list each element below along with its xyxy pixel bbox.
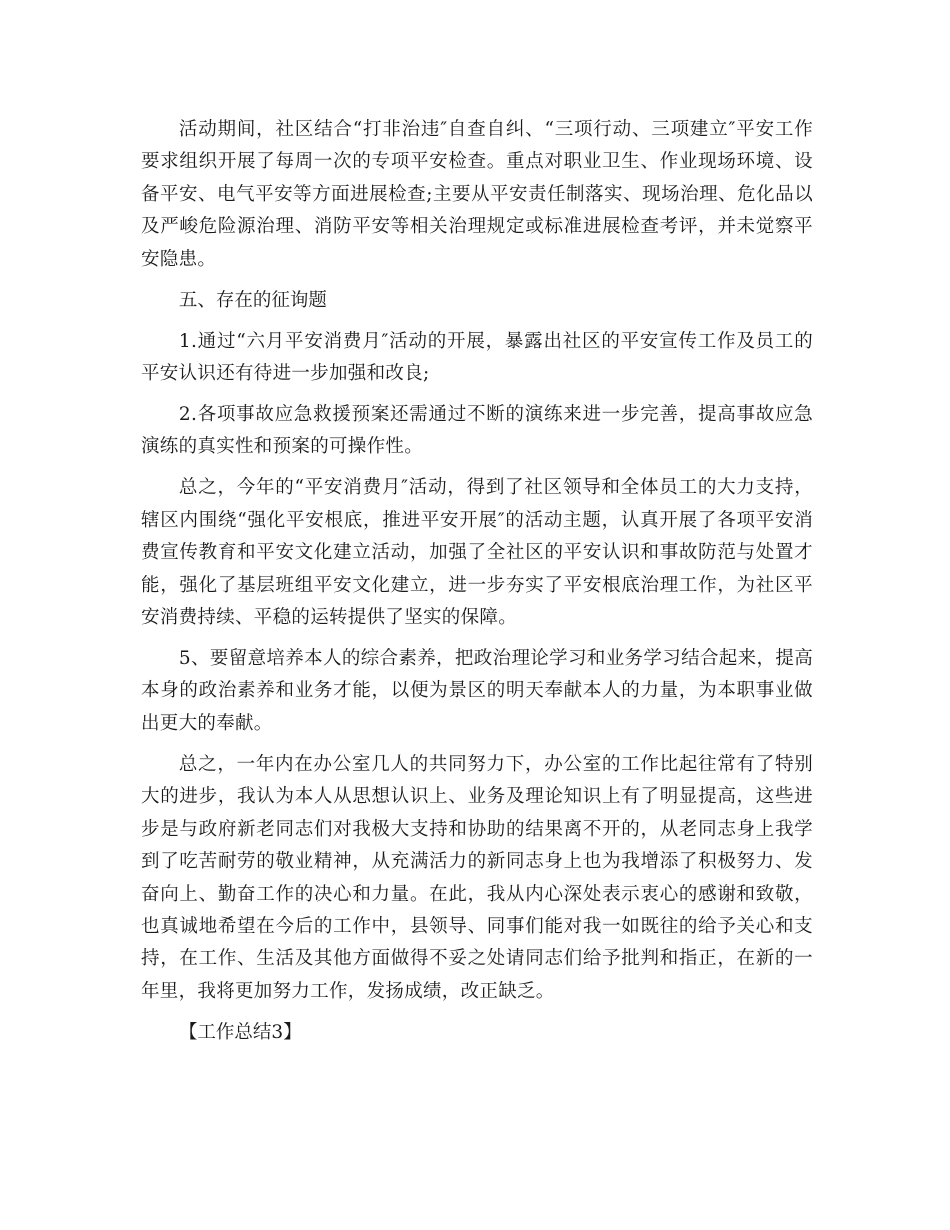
paragraph-summary-office: 总之，一年内在办公室几人的共同努力下，办公室的工作比起往常有了特别大的进步，我认为本人从思想认识上、业务及理论知识上有了明显提高，这些进步是与政府新老同志们对我极大支持和协助的结果离不开的，从老同志身上我学到了吃苦耐劳的敬业精神，从充满活力的新同志身上也为我增添了积极努力、发奋向上、勤奋工作的决心和力量。在此，我从内心深处表示衷心的感谢和致敬，也真诚地希望在今后的工作中，县领导、同事们能对我一如既往的给予关心和支持，在工作、生活及其他方面做得不妥之处请同志们给予批判和指正，在新的一年里，我将更加努力工作，发扬成绩，改正缺乏。: [141, 753, 813, 1002]
document-page: [141, 114, 813, 1058]
paragraph-point-5: 5、要留意培养本人的综合素养，把政治理论学习和业务学习结合起来，提高本身的政治素养和业务才能，以便为景区的明天奉献本人的力量，为本职事业做出更大的奉献。: [141, 648, 813, 734]
paragraph-inspection: 活动期间，社区结合“打非治违″自查自纠、“三项行动、三项建立″平安工作要求组织开展了每周一次的专项平安检查。重点对职业卫生、作业现场环境、设备平安、电气平安等方面进展检查;主要从平安责任制落实、现场治理、危化品以及严峻危险源治理、消防平安等相关治理规定或标准进展检查考评，并未觉察平安隐患。: [141, 119, 813, 270]
paragraph-problem-1: 1.通过“六月平安消费月″活动的开展，暴露出社区的平安宣传工作及员工的平安认识还有待进一步加强和改良;: [141, 330, 813, 385]
section-heading-work-summary-3: 【工作总结3】: [178, 1021, 302, 1043]
paragraph-summary-safety-month: 总之，今年的“平安消费月″活动，得到了社区领导和全体员工的大力支持，辖区内围绕“强化平安根底，推进平安开展″的活动主题，认真开展了各项平安消费宣传教育和平安文化建立活动，加强了全社区的平安认识和事故防范与处置才能，强化了基层班组平安文化建立，进一步夯实了平安根底治理工作，为社区平安消费持续、平稳的运转提供了坚实的保障。: [141, 477, 813, 629]
paragraph-problem-2: 2.各项事故应急救援预案还需通过不断的演练来进一步完善，提高事故应急演练的真实性和预案的可操作性。: [141, 404, 813, 458]
section-heading-problems: 五、存在的征询题: [178, 289, 327, 311]
